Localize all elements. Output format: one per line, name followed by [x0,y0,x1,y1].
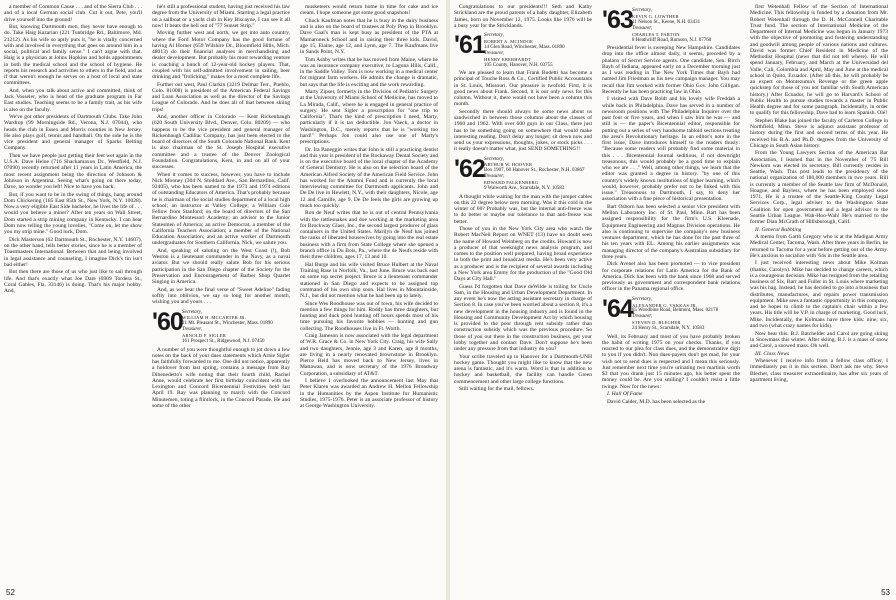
column-paragraph: I believe I overlooked the announcement last May that Peter Klaren was awarded an Andrew H. Mellon Fellowship in the Humanities by the Aspen Institute for Humanistic Studies, 1975-1976. Peter is an associate professor of history at George Washington University. [300,378,438,410]
treasurer-role: Treasurer, [484,50,505,56]
column-paragraph: A memo from Garth Gregory who is at the Madigan Army Medical Center, Tacoma, Wash. After three years in Berlin, he returned to Tacoma for a year before getting out of the Army. He's anxious to socialize with '64s in the Seattle area. [750,234,888,259]
column-paragraph: A number of you were thoughtful enough to jot down a few notes on the back of your dues statements which Arnie Sigler has faithfully forwarded to me. One did not notice, apparently a holdover from last spring, contains a message from Ray Dibenedetto's wife noting that their fourth child, Rachel Anne, would celebrate her first birthday coincident with the Lexington and Concord Bicentennial Festivities held last April 19. Ray was planning to march with the Concord Minutemen, toting a flintlock, in the Concord Parade. He and some of the other [152,346,290,409]
column-paragraph: Guess I'd forgotten that Dave deWilde is toiling for Uncle Sam, in the Housing and Urban Development Department. In any event he's now the acting assistant secretary in charge of Section 8. In case you've been worried about a section 8, it's a new development in the housing industry and is found in the Housing and Community Development Act by which housing is provided to the poor through rent subsidy rather than construction subsidy which was the previous procedure. So those of you out there in the construction business, get your lobby together and contact Dave. Don't suppose he's been under any pressure from that industry do you? [454,283,592,353]
secretary-address: 85 Woodbine Road, Belmont, Mass. 02178 [632,308,719,314]
column-paragraph: a member of Common Cause . . . and of the Sierra Club . . . and of a local German social club. Cut it out, Pete, you'll drive yourself into the ground! [4,4,142,23]
secretary-role: Secretary, [484,33,504,38]
class-officers [484,157,592,192]
column-paragraph: Bart Osborn has been selected a senior vice president with Mellon Laboratory Inc. of St. Paul, Minn. Bart has been assigned responsibility for the firm's U.S. Kleenade, Equipment Engineering and Magnus Division operations. He also is continuing to supervise the company's new business ventures department, which he has done for the past three of his ten years with EL. Among his earlier assignments was managing director of the company's Australian subsidiary for three years. [602,203,740,260]
page-number-right: 53 [881,588,890,597]
column-paragraph: Stephen Blake has joined the faculty of Carleton College in Northfield, Minn. Steve is adjunct assistant professor of history during the first and second terms of this year. He received his B.A. and Ph.D. degrees from the University of Chicago in South Asian history. [750,117,888,149]
class-officers [182,310,290,345]
column-paragraph: III. Class News [755,350,790,357]
column-paragraph: Moving further west and north, we get into auto country, where the Ford Motor Company has the good fortune of having Al Horner (659 Wilshire Dr., Bloomfield Hills, Mich. 48013) do their financial analyses in merchandising and dealer development. But probably his most rewarding venture is coaching a bunch of 12-year-old hockey players. That, coupled with his self-admitted involvement in sailing, beer drinking and "frolicking," makes for a most complete life. [152,30,290,81]
column-paragraph: I just received interesting news about Mike Kolman (thanks, Carolyn). Mike has decided to change careers, which is a courageous decision. Mike has resigned from the retailing business of Six, Barr and Fuller in St. Louis where marketing was his bag. Instead, he has decided to go into a business that distributes, manufactures, and repairs power transmission equipment. Mike sees a fantastic opportunity in this company, and he hopes to climb to the captain's chair within a few years. His title will be V.P. in charge of marketing. Good luck, Mike. Incidentally, the Kolmans have three kids: nine, six, and two (what crazy names for kids). [750,260,888,329]
column-paragraph: Marty Zipser, formerly in the Division of Pediatric Surgery at the University of Miami School of Medicine, has moved to La Mirada, Calif., where he is engaged in general practice of surgery. He sent Sigler a prescription for "one trip to California". That's the kind of prescription I need, Marty, particularly if it is tax deductible. Jon Vaeck, a doctor in Washington, D.C., merely reports that he is "working too hard!" Perhaps Jon could also use one of Marty's prescriptions. [300,89,438,146]
secretary-role: Secretary, [632,296,652,302]
left-column-1 [4,4,142,586]
column-paragraph: Tom Ashby writes that he has moved from Maine, where he was an insurance company executive, to Laguna Hills, Calif., in the Saddle Valley. Tom is now working in a medical center for migrant farm workers. He admits the change is dramatic, but says that the life is exciting and the work rewarding. [300,56,438,88]
column-paragraph: We've got other presidents of Dartmouth Clubs. Take John Wardrop (99 Morningside Rd., Verona, N.J. 07044), who heads the club in Essex and Morris counties in New Jersey. He also plays golf, tennis and handball. On the side he is the vice president and general manager of Sparks Belting Company. [4,114,142,152]
column-paragraph: Well, its February and most of you have probably broken the habit of writing 1975 on your checks. Thanks, if you reacted to our plea for class dues, and the demonstrative digit to you if you didn't. Non dues-payers don't get mad, for your wish not to send dues is respected and I mean this seriously. Just remember next time you're urinating two martinis worth $3 that you drank just 15 minutes ago, his better spent the money could be. Are you smiling? I couldn't resist a little twinge. Now for the news: [602,333,740,390]
treasurer-name: EDWARD FALKENBERG [484,180,539,186]
column-paragraph: Now hear this. B.J. Batchelder and Carol are going skiing in Snowmass this winter. After skiing, B.J. is a mass of snow and Carol, a snowed mass. Oh well. [750,330,888,350]
column-paragraph: he's still a professional student, having just received his law degree from the University of Miami. Starting a legal practice on a sailboat or a yacht club in Key Biscayne, I can see it all now! It beats the hell out of "77 Sunset Strip." [152,4,290,29]
secretary-name: ALEXANDER G. VAKKAS JR. [632,302,698,308]
column-paragraph: When it comes to success, however, you have to include Nick Mooney (304 N. Stoddard Ave., San Bernardino, Calif. 92405), who has been named to the 1973 and 1974 editions of outstanding Educators of America. That's probably because he is chairman of the social studies department of a local high school; an instructor at Valley College; a William Cole Fellow from Stanford; on the board of directors of the San Bernardino Montessori Academy; an advisor to the Junior Statesmen of America; an active Democrat, a member of the California Teachers Association; a member of the National Education Association; and an active worker of Dartmouth undergraduates for Southern California. Nick, we salute you. [152,171,290,247]
right-column-3 [750,4,888,586]
column-paragraph: Further out west, Paul Clarkin (3219 Delmar Terr., Pueblo, Colo. 81008) is president of the American Federal Savings and Loan Association as well as the director of the Savings League of Colorado. And he does all of that between skiing trips! [152,81,290,113]
treasurer-role: Treasurer, [484,174,505,180]
column-paragraph: Secondly there should always be some news about us sandwiched in between those columns about the classes of 1960 and 1962. With over 600 guys in our Class, there just has to be something going on somewhere that would make interesting reading. Don't delay any longer; sit down now and send us your expressions, thoughts, jokes, or stock picks . . . it really doesn't matter what, just SEND SOMETHING!! [454,108,592,153]
class-header [602,7,740,41]
class-header [602,296,740,330]
treasurer-role: Treasurer, [632,314,653,320]
column-paragraph: A thought while waiting for the man with the jumper cables on this 22 degree below zero morning. Was it this cold in the winter of 60? Probably was, but the internal anti-freeze was to do better or maybe our tolerance to that anti-freeze was better. [454,193,592,225]
secretary-address: 11 Nelson St., Keene, N.H. 03431 [632,19,701,25]
secretary-address: 14 Glen Road, Winchester, Mass. 01890 [484,44,565,50]
column-paragraph: Craig Jameson is now associated with the legal department of W.R. Grace & Co. in New York City. Craig, his wife Sally and two daughters, Jennie, age 3 and Karen, age 8 months, are living in a nearly renovated brownstone in Brooklyn. Pierce Reid has moved back to New Jersey, lives in Mattawan, and is now secretary of the 1976 Broadway Corporation, a subsidiary of AT&T. [300,333,438,377]
treasurer-name: ARNOLD F. SIGLER [182,333,227,339]
left-page [0,0,446,600]
column-paragraph: Chuck Kaufman notes that he is busy in the dairy business and is also on the board of trustees at Poly Prep in Brooklyn. Dave Gaal's man is kept busy as president of the PTA at Mamaroneck School and in raising their three kids. David, age 15, Elaine, age 12, and Lynn, age 7. The Kaufmans live in Sands Point, N.Y. [300,17,438,56]
column-paragraph: And, another officer in Colorado — Kent Rickenbaugh (620 South University Blvd., Denver, Colo. 80209) — who happens to be the vice president and general manager of Rickenbaugh Cadillac Company, has just been elected to the board of directors of the South Colorado National Bank. Kent is also chairman of the St. Joseph Hospital executive committee and a trustee of the Denver Zoological Foundation. Congratulations, Kent, in and on all of your successes. [152,114,290,171]
secretary-role: Secretary, [632,8,652,13]
treasurer-name: CHARLES T. PARTON [632,31,680,37]
column-paragraph: Presidential fever is sweeping New Hampshire. Candidates drop into the office almost daily, it seems, preceded by a phalanx of Secret Service agents. One candidate, Sen. Birch Bayh of Indiana, appeared early on a December morning just as I was reading in The New York Times that Bayh had named Jim Friedman as his new campaign manager. You may recall that Jim worked with former Ohio Gov. John Gilligan. Recently he has been practicing law in Ohio. [602,45,740,95]
treasurer-role: Treasurer, [632,25,653,31]
treasurer-address: 8 Heathcliff Road, Rumson, N.J. 07760 [632,37,712,43]
column-paragraph: Those of you in the New York City area who watch the Robert MacNeil Report on WNET (13) have no doubt seen the name of Howard Weinberg on the credits. Howard is now a producer of that weeknight news analysis program, and comes to the position well prepared, having broad experience in both the print and broadcast media. He's been very active as a producer and is the recipient of several awards including a New York area Emmy for the production of the "Good Old Days at City Hall." [454,226,592,283]
class-year: '64 [602,294,633,323]
column-paragraph: Dick Avenel also has been promoted — to vice president for corporate relations for Latin America for the Bank of America. Dick has been with the bank since 1968 and served previously as government and correspondent bank relations officer in the Panama regional office. [602,261,740,293]
treasurer-role: Treasurer, [182,327,203,333]
column-paragraph: Dr. Ira Paneggio writes that John is still a practicing dentist and this year is president of the Rockaway Dental Society and is on the executive board of the local chapter of the Academy of General Dentistry. He is also on the selection board of the American Alfred Society of the American Field Service. John has worked for the Alumni Fund and is currently the local interviewing committee for Dartmouth applicants. John and De De live in Hewlett, N.Y., with their daughters, Nicole, age 12 and Camille, age 9. De De feels the girls are growing up much too quickly. [300,146,438,209]
column-paragraph: Whenever I receive info from a fellow class officer, I immediately put it in this section. Don't ask me why. Steve Blecher, class treasurer extraordinaire, has after six years of apartment living, [750,358,888,383]
column-paragraph: But, knowing Dartmouth men, they never have enough to do. Take Haig Kazarian (221 Tunbridge Rd., Baltimore, Md. 21212). As his wife so aptly puts it, "he is vitally concerned with and involved in everything that goes on around him in a social, political and family sense." I can't argue with that. Haig is a physician at Johns Hopkins and holds appointments in both the medical school and the school of hygiene. He reports his research and activities to others in the field, and as if that weren't enough he serves on a host of local and state committees. [4,24,142,87]
treasurer-address: 105 County, Hanover, N.H. 03755 [484,62,553,68]
column-paragraph: We are pleased to learn that Frank Budetti has become a principal of Touche Ross & Co., Certified Public Accountants in St. Louis, Missouri. Our pleasure is twofold. First, it is good news about Frank. Second, it is our only news for this column. Without it, there would not have been a column this month. [454,70,592,108]
secretary-name: ROBERT A. MCINDOE [484,38,534,44]
treasurer-name: STEVEN D. BLECHER [632,320,681,326]
column-paragraph: And, as we hear the final verse of "Sweet Adeline" fading softly into oblivion, we say so long for another month, wishing you and yours . . . [152,286,290,306]
page-number-left: 52 [6,588,15,597]
column-paragraph: David Calder, M.D. has been selected as the [607,398,706,405]
column-paragraph: From the Young Lawyers Section of the American Bar Association, I learned that in the November of '75 Bill Newkom was elected its secretary. Bill currently resides in Seattle, Wash. This post leads to the presidency of the national organization of 180,000 members in two years. Bill is currently a member of the Seattle law firm of McDonald, Hoague, and Bayless, where he has been employed since 1971. He is a trustee of the Seattle-King County Legal Services Corp., legal adviser to the Washington State Coalition for open government and a legal advisor to the Seattle Urban League. Wah-Hoo-Wah! He's married to the former Dian McGrath of Hillsborough, Calif. [750,150,888,226]
column-paragraph: II. General Babbling [755,226,802,233]
treasurer-address: 9 Walworth Ave., Scarsdale, N.Y. 10583 [484,186,565,192]
secretary-name: ARTHUR W. HOOVER [484,162,533,168]
class-year: '62 [454,154,485,183]
class-header [152,309,290,343]
column-paragraph: Then we have people just getting their feet wet again in the U.S.A. Dave Heine (716 Shackamaxon Dr., Westfield, N.J. 07090) recently returned after 11 years in Latin America, the most recent assignment being the direction of Johnson & Johnson in Argentina. Seeing what's going on there today, Dave, no wonder you left! Nice to have you back. [4,152,142,191]
secretary-role: Secretary, [182,309,202,315]
column-paragraph: Dick Masterson (62 Dartmouth St., Rochester, N.Y. 14607), on the other hand, tells better stories, since he is a member of Toastmasters International. Between that and being involved in legal assistance and counseling, I imagine Dick's tin isn't bad either! [4,236,142,268]
secretary-address: Box 1907, 60 Hanover St., Rochester, N.H. 03867 [484,168,585,174]
column-paragraph: And, speaking of saluting on the West Coast (!), Bob Weston is a lieutenant commander in the Navy, as a naval aviator. But we should really salute Bob for his serious participation in the San Diego chapter of the Society for the Preservation and Encouragement of Barber Shop Quartet Singing in America. [152,247,290,286]
column-paragraph: Ron de Neuf writes that he is out of central Pennsylvania with the rattlesnakes and doe working at the marketing area for Brockway Glass, Inc., the second largest producer of glass containers in the United States. Marilyn de Neuf has joined the ranks of liberated housewives by going into the real estate business with a firm from State College where she opened a branch office in Du Bois, Pa., where the de Neufs reside with their three children, ages 17, 13 and 10. [300,210,438,261]
column-paragraph: But, if you want to be in the swing of things, hang around Dom Chickering (185 East 85th St., New York, N.Y. 10028). Now a very eligible East Side bachelor, he lives the life of . . . would you believe a miner? After ten years on Wall Street, Dom started a strip mining company in Kentucky. I can hear Dom now telling the young lovelies, "Come on, let me show you my strip mine." Good luck, Dom. [4,191,142,236]
secretary-address: 21 Mt. Pleasant St., Winchester, Mass. 01890 [182,321,273,327]
column-paragraph: Hal Burge and his wife visited Bruce Hulbert at the Naval Training Base in Norfolk, Va., last June. Bruce was back east on some top secret project. Bruce is a lieutenant commander stationed in San Diego and expects to be assigned top command of his own ship soon. Hal lives in Mountainside, N.J., but did not mention what he had been up to lately. [300,261,438,300]
column-paragraph: Congratulations to our presidents!!! Seth and Kathy Strickland are the proud parents of a baby daughter, Elizabeth James, born on November 12, 1975. Looks like 1976 will be a busy year for the Stricklands. [454,4,592,29]
treasurer-address: 161 Prospect St., Ridgewood, N.J. 07450 [182,339,265,345]
column-paragraph: I visited with Dave Boldt and his lovely wife Freddah a while back in Philadelphia. Dave has served in a number of newsroom positions with The Philadelphia Inquirer over the past four or five years, and when I saw him he was — and still is — the paper's Bicentennial editor, responsible for putting out a series of very handsome tabloid sections treating the area's Revolutionary heritage. In an editor's note in the first issue, Dave introduces himself to the readers thusly: "Because some readers will probably find some material in this . . . Bicentennial Journal seditious, if not downright treasonous, this would probably be a good time to explain who we are . . ." Well, among other things, we learn that the editor was granted a degree in history. "by one of this country's widely known institutions of higher learning, which would, however, probably prefer not to be linked with this issue." Treasonous to Dartmouth, I say, to deny her association with a fine piece of historical presentation. [602,96,740,203]
left-column-2 [152,4,290,586]
left-column-3 [300,4,438,586]
class-officers [484,33,592,68]
secretary-role: Secretary, [484,156,504,162]
class-year: '61 [454,31,485,59]
class-header [454,32,592,66]
column-paragraph: musketeers would return home in time for cake and ice cream. I hope someone got some good snapshots! [300,4,438,17]
treasurer-name: HENRY EBERHARDT [484,56,532,62]
column-paragraph: Your scribe traveled up to Hanover for a Dartmouth-UNH hockey game. Thought you might like to know that the new arena is fantastic, and it's warm. Word is that in addition to hockey and basketball, the facility can handle Green commencement and other large college functions. [454,353,592,385]
column-paragraph: Still waiting for the mail, fellows. [459,386,535,393]
class-year: '63 [602,6,633,34]
column-paragraph: And, when you talk about active and committed, think of Jack Vosseler, who is head of the graduate program in Far East studies. Teaching seems to be a family trait, as his wife is also on the faculty. [4,87,142,113]
right-column-1 [454,4,592,586]
treasurer-address: 24 Henry St., Scarsdale, N.Y. 10583 [632,326,705,332]
secretary-name: KEVIN G. LOWTHER [632,13,679,19]
right-page [450,0,896,600]
column-paragraph: I. Hall Of Fame [607,391,643,398]
column-paragraph: Since Wes Roodhouse was out of town, his wife decided to mention a few things for him. Roddy has three daughters, but hunting and duck pond hunting off hours spends most of his time pursuing his favorite hobbies — hunting and gun collecting. The Roodhouses live in Ft. Worth. [300,300,438,332]
right-column-2 [602,4,740,586]
class-officers [632,8,740,43]
column-paragraph: But then there are those of us who just like to sail through life. And that's exactly what Joe Dare (6909 Tordera St., Coral Gables, Fla. 33146) is doing. That's his major hobby. And, [4,269,142,295]
class-header [454,156,592,190]
column-paragraph: first Wetenhall Fellow of the Section of International Medicine. This fellowship is funded by a donation from Mr. Robert Wetenhall through the D. H. McConnell Charitable Trust fund. The section of International Medicine of the Department of Internal Medicine was begun in January 1973 with the objective of promoting and fostering understanding and goodwill among people of various nations and cultures. David was former Chief Resident in Medicine of the Methodist Hospital (news that did not tell where). He will spend January, February, and March at the Universidad del Valle, Cali, Colombia and April, May and June at the medical school in Quito, Ecuador. (After all this, he will probably be an expert on Montezuma's Revenge or the green apple quickstep for those of you not familiar with South American history.) After Ecuador, he will go to Harvard's School of Public Health to pursue studies towards a master in Public Health degree and for some paragraph. Incidentally, in order to qualify for this fellowship, Dave had to learn Spanish. Olé! [750,4,888,117]
secretary-name: WILLIAM H. MCCARTER JR. [182,315,246,321]
class-year: '60 [152,307,183,336]
class-officers [632,297,740,332]
